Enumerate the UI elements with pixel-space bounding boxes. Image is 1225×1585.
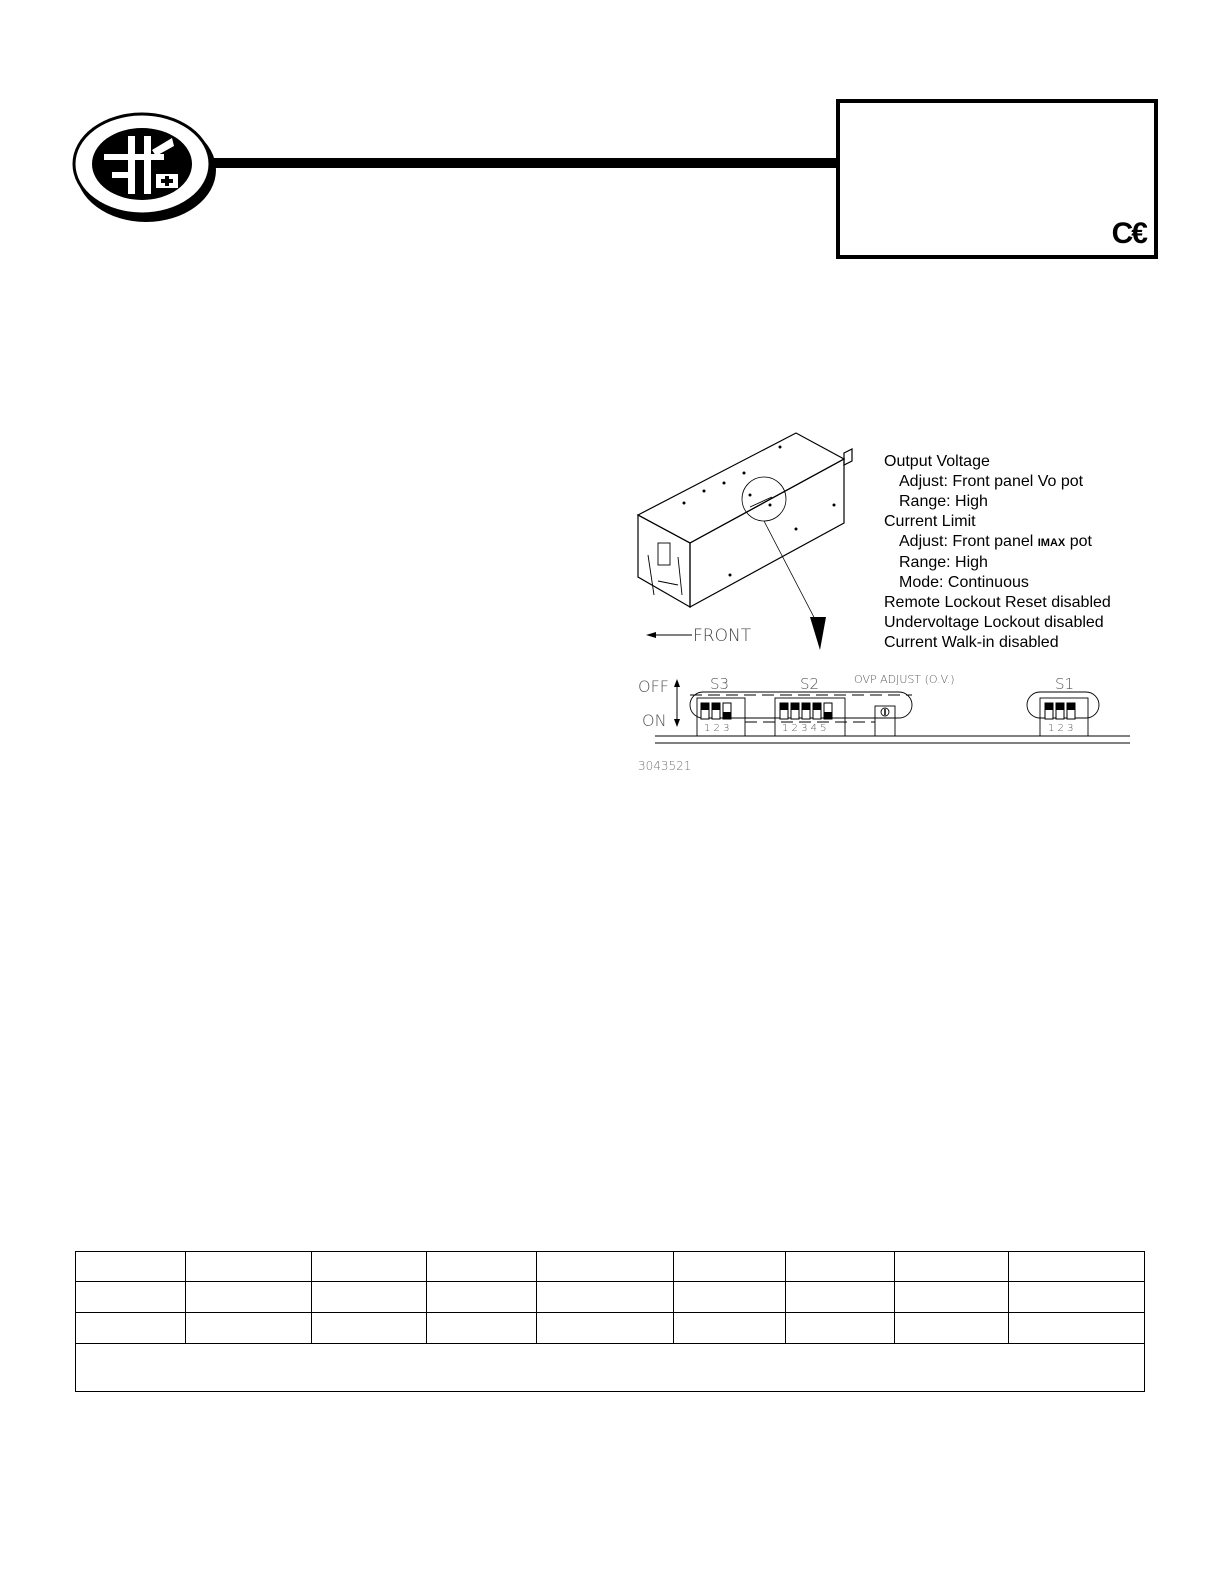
table-cell <box>76 1313 186 1344</box>
table-cell <box>1009 1282 1145 1313</box>
table-cell <box>895 1252 1009 1282</box>
setting-line: Mode: Continuous <box>899 574 1029 591</box>
setting-line: Output Voltage <box>884 453 990 470</box>
setting-line: Range: High <box>899 493 988 510</box>
setting-line: Range: High <box>899 554 988 571</box>
header-rule <box>212 158 840 168</box>
unit-top-face <box>638 433 844 543</box>
title-box <box>836 99 1158 259</box>
front-label: FRONT <box>693 626 752 646</box>
table-cell <box>76 1252 186 1282</box>
table-cell <box>1009 1252 1145 1282</box>
table-cell <box>536 1252 674 1282</box>
ovp-adjust-label: OVP ADJUST (O.V.) <box>854 673 955 686</box>
table-notes-row <box>76 1344 1145 1392</box>
table-cell <box>426 1282 536 1313</box>
table-cell <box>536 1282 674 1313</box>
s1-switch-numbers: 1 2 3 <box>1048 723 1074 734</box>
off-label: OFF <box>638 677 669 696</box>
setting-line: Remote Lockout Reset disabled <box>884 594 1111 611</box>
switch-layout-diagram <box>630 665 1140 775</box>
table-cell <box>786 1313 895 1344</box>
table-row <box>76 1282 1145 1313</box>
table-notes-cell <box>76 1344 1145 1392</box>
ce-mark-logo: C€ <box>1111 217 1146 250</box>
setting-line: Adjust: Front panel IMAX pot <box>899 533 1092 550</box>
table-cell <box>786 1282 895 1313</box>
setting-line: Current Walk-in disabled <box>884 634 1059 651</box>
table-row <box>76 1252 1145 1282</box>
revision-table <box>75 1251 1145 1392</box>
setting-line: Undervoltage Lockout disabled <box>884 614 1104 631</box>
table-cell <box>1009 1313 1145 1344</box>
table-cell <box>674 1313 786 1344</box>
table-cell <box>426 1252 536 1282</box>
on-label: ON <box>642 711 667 730</box>
s3-label: S3 <box>710 675 730 693</box>
s2-label: S2 <box>800 675 820 693</box>
table-cell <box>895 1313 1009 1344</box>
s3-switch-numbers: 1 2 3 <box>704 723 730 734</box>
table-cell <box>311 1282 426 1313</box>
table-cell <box>426 1313 536 1344</box>
table-cell <box>674 1282 786 1313</box>
table-cell <box>674 1252 786 1282</box>
table-cell <box>311 1313 426 1344</box>
table-cell <box>185 1313 311 1344</box>
figure-number: 3043521 <box>638 759 692 773</box>
table-row <box>76 1313 1145 1344</box>
table-cell <box>185 1282 311 1313</box>
setting-line: Adjust: Front panel Vo pot <box>899 473 1084 490</box>
table-cell <box>536 1313 674 1344</box>
zoom-circle <box>742 477 786 521</box>
s1-label: S1 <box>1055 675 1075 693</box>
table-cell <box>76 1282 186 1313</box>
factory-settings-list <box>884 452 1111 653</box>
imax-label: IMAX <box>1037 537 1066 549</box>
unit-isometric-drawing <box>620 425 880 655</box>
setting-line: Current Limit <box>884 513 976 530</box>
table-cell <box>311 1252 426 1282</box>
table-cell <box>786 1252 895 1282</box>
unit-side-face <box>690 459 844 607</box>
table-cell <box>895 1282 1009 1313</box>
zoom-arrow-head <box>810 617 826 650</box>
table-cell <box>185 1252 311 1282</box>
company-logo <box>70 110 220 225</box>
s2-switch-numbers: 1 2 3 4 5 <box>782 723 827 734</box>
